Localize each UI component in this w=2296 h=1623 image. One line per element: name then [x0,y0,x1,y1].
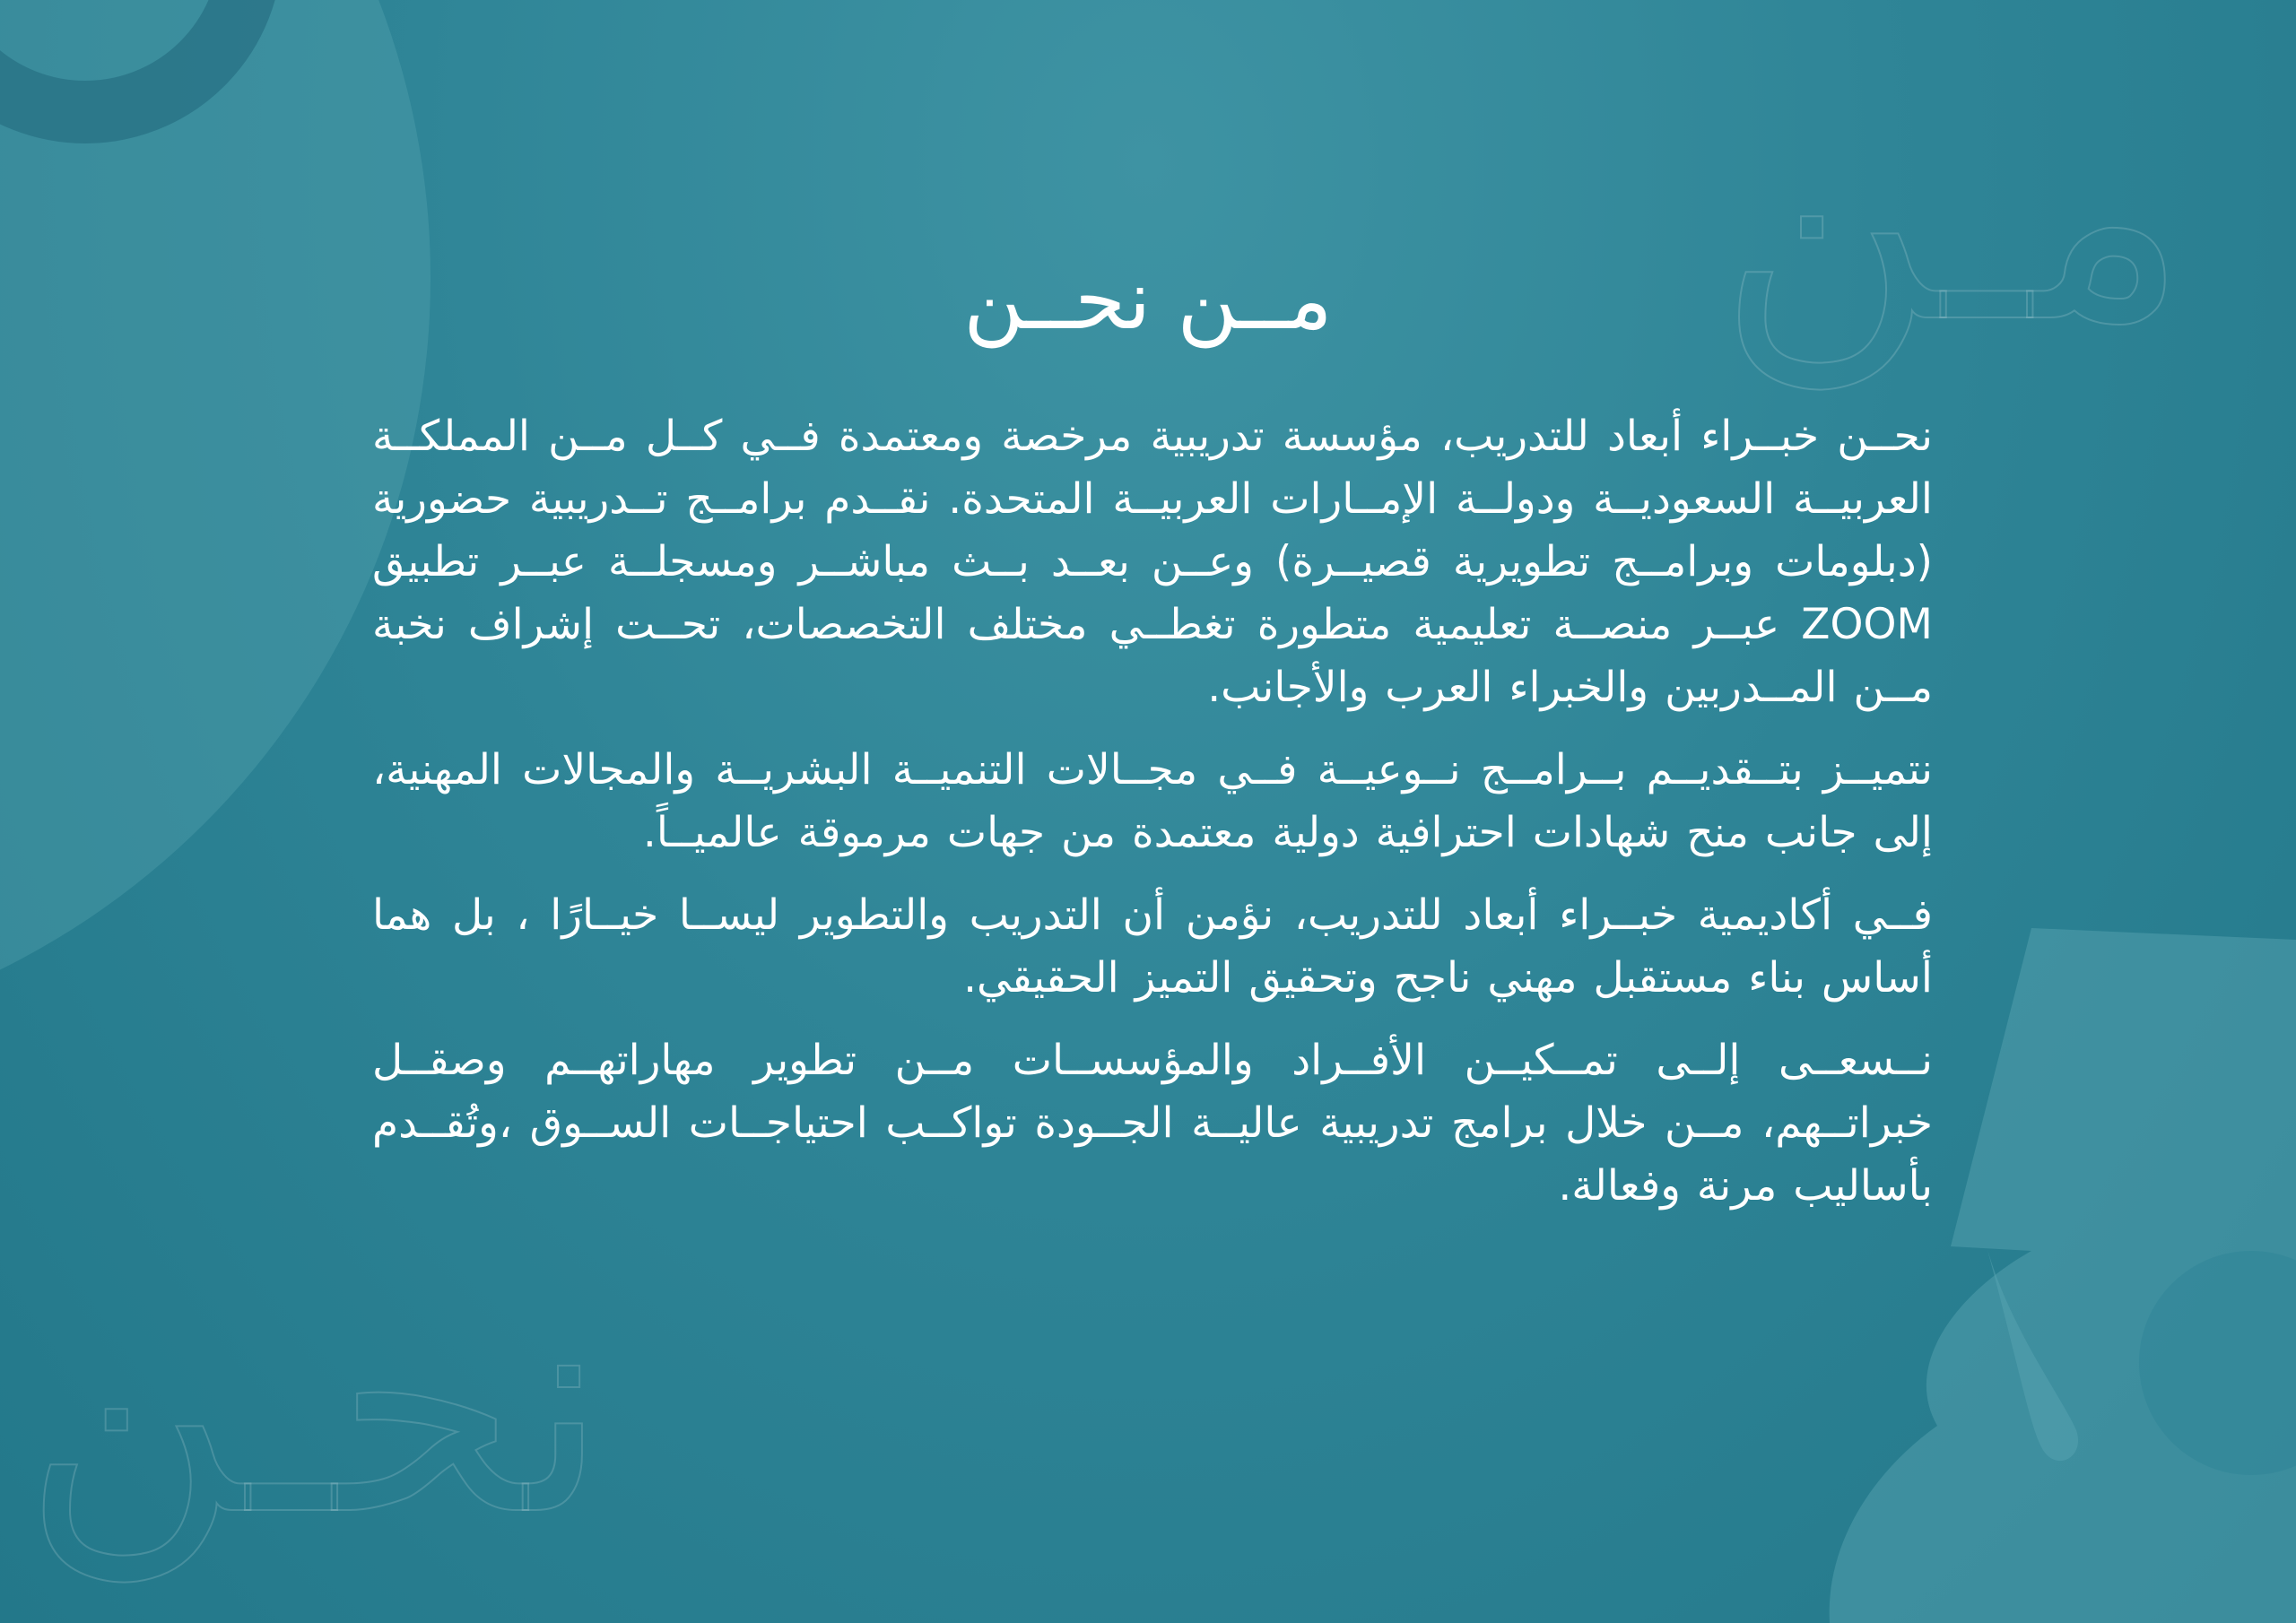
watermark-top: مـن [1718,43,2188,387]
paragraph-distinction: نتميــز بتــقديــم بــرامــج نــوعيــة فــي مجــالات التنميــة البشريــة والمجالات المهنية، إلى جانب منح شهادات احترافية دولية معتمدة من جهات مرموقة عالميــاً. [372,745,1933,857]
paragraph-belief: فــي أكاديمية خبــراء أبعاد للتدريب، نؤمن أن التدريب والتطوير ليســا خيــارًا ، بل هما أساس بناء مستقبل مهني ناجح وتحقيق التميز الحقيقي. [372,890,1933,1002]
paragraph-intro: نحــن خبــراء أبعاد للتدريب، مؤسسة تدريبية مرخصة ومعتمدة فــي كــل مــن المملكــة العربيــة السعوديــة ودولــة الإمــارات العربيــة المتحدة. نقــدم برامــج تــدريبية حضورية (دبلومات وبرامــج تطويرية قصيــرة) وعــن بعــد بــث مباشــر ومسجلــة عبــر تطبيق ZOOM عبــر منصــة تعليمية متطورة تغطــي مختلف التخصصات، تحــت إشراف نخبة مــن المــدربين والخبراء العرب والأجانب. [372,412,1933,712]
bg-left-circle [0,0,430,1049]
page-title: مــن نحــن [963,252,1333,348]
about-content [372,405,1933,1237]
paragraph-mission: نــسعــى إلــى تمــكيــن الأفــراد والمؤسســات مــن تطوير مهاراتهــم وصقــل خبراتــهم، مــن خلال برامج تدريبية عاليــة الجــودة تواكــب احتياجــات الســوق ،وتُقــدم بأساليب مرنة وفعالة. [372,1036,1933,1211]
watermark-bottom: نحـن [22,1236,608,1580]
